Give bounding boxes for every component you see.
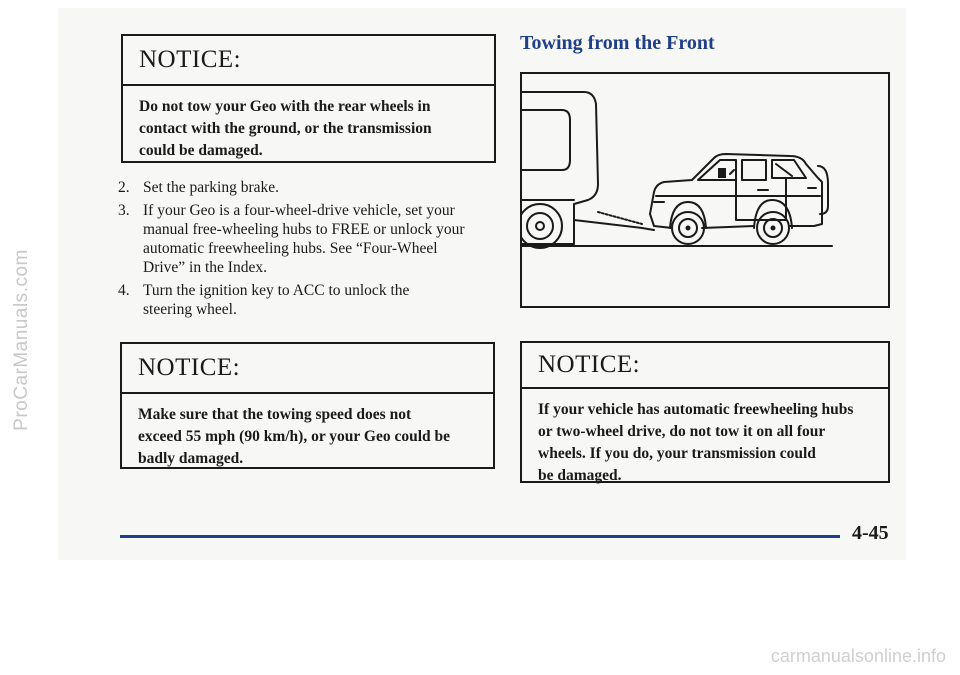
notice-heading: NOTICE: [522, 343, 888, 389]
footer-rule [120, 535, 840, 538]
step-line: If your Geo is a four-wheel-drive vehicle, set your [143, 202, 455, 219]
notice-box-rear-wheels [121, 34, 496, 163]
notice-line: If your vehicle has automatic freewheeling hubs [538, 401, 854, 418]
step-item [118, 201, 498, 277]
notice-box-freewheeling-hubs [520, 341, 890, 483]
notice-line: could be damaged. [139, 142, 263, 159]
step-line: Turn the ignition key to ACC to unlock the [143, 282, 410, 299]
step-text [143, 201, 498, 277]
notice-line: Make sure that the towing speed does not [138, 406, 412, 423]
step-text [143, 281, 498, 319]
towing-steps-list [118, 178, 498, 323]
step-number: 2. [118, 179, 130, 196]
notice-line: exceed 55 mph (90 km/h), or your Geo could be [138, 428, 451, 445]
step-item [118, 178, 498, 197]
notice-line: or two-wheel drive, do not tow it on all four [538, 423, 826, 440]
notice-line: be damaged. [538, 467, 622, 484]
section-title: Towing from the Front [520, 32, 715, 54]
page-number: 4-45 [852, 522, 889, 544]
step-line: manual free-wheeling hubs to FREE or unlock your [143, 221, 465, 238]
notice-heading: NOTICE: [123, 36, 494, 86]
step-line: Drive” in the Index. [143, 259, 267, 276]
notice-body [123, 86, 494, 162]
notice-line: Do not tow your Geo with the rear wheels in [139, 98, 431, 115]
notice-box-towing-speed [120, 342, 495, 469]
notice-body [122, 394, 493, 470]
step-item [118, 281, 498, 319]
notice-line: wheels. If you do, your transmission could [538, 445, 816, 462]
footer-watermark: carmanualsonline.info [770, 646, 946, 666]
step-line: Set the parking brake. [143, 179, 280, 196]
notice-line: badly damaged. [138, 450, 244, 467]
towing-figure [520, 72, 890, 308]
step-text [143, 178, 498, 197]
side-watermark: ProCarManuals.com [11, 249, 32, 431]
step-number: 4. [118, 282, 130, 299]
step-number: 3. [118, 202, 130, 219]
tow-truck-towing-suv-icon [522, 74, 888, 306]
step-line: automatic freewheeling hubs. See “Four-Wheel [143, 240, 438, 257]
notice-line: contact with the ground, or the transmission [139, 120, 432, 137]
notice-body [522, 389, 888, 487]
notice-heading: NOTICE: [122, 344, 493, 394]
step-line: steering wheel. [143, 301, 237, 318]
